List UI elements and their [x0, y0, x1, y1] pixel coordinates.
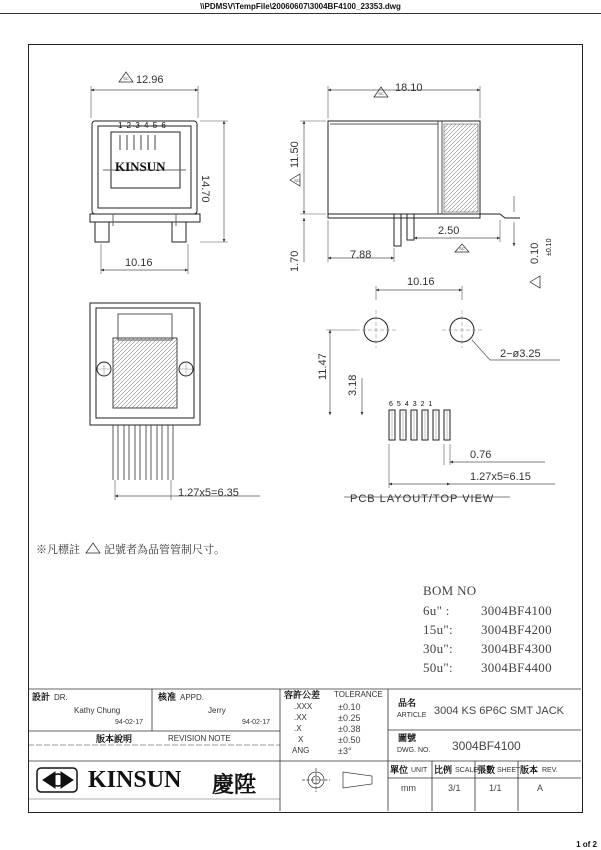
side-leg-dim: 1.70	[289, 250, 301, 272]
unit-label-cn: 單位	[390, 765, 409, 775]
article-name: 3004 KS 6P6C SMT JACK	[434, 705, 565, 717]
design-label-cn: 設計	[32, 692, 51, 702]
rev-label-en: REV.	[542, 767, 558, 774]
front-logo-text: KINSUN	[115, 159, 166, 174]
sheet-value: 1/1	[489, 783, 502, 793]
bom-row-part: 3004BF4200	[481, 622, 552, 637]
rev-label-cn: 版本	[520, 765, 539, 775]
bom-row-plating: 50u":	[423, 660, 453, 675]
front-base-dim: 10.16	[125, 257, 153, 269]
approve-date: 94-02-17	[242, 719, 271, 726]
design-date: 94-02-17	[115, 719, 144, 726]
note-triangle-icon	[86, 543, 100, 553]
pcb-vert-dim-1: 11.47	[317, 353, 329, 380]
bom-row-part: 3004BF4300	[481, 641, 552, 656]
pcb-layout-view	[326, 286, 560, 497]
approver-name: Jerry	[208, 706, 226, 715]
company-name: KINSUN	[88, 767, 182, 793]
front-height-dim: 14.70	[199, 175, 211, 203]
side-thick-dim: 0.10	[529, 242, 541, 264]
tol-value: ±0.38	[338, 724, 361, 734]
pcb-pad-pitch: 1.27x5=6.15	[470, 471, 531, 483]
file-path-header: \\PDMSV\TempFile\20060607\3004BF4100_23353.dwg	[200, 2, 401, 11]
side-height-dim: 11.50	[289, 141, 301, 168]
front-width-dim: 12.96	[136, 74, 164, 86]
svg-text:SC: SC	[123, 76, 129, 81]
svg-text:SC: SC	[378, 91, 384, 96]
svg-text:SC: SC	[294, 178, 300, 183]
designer-name: Kathy Chung	[74, 706, 121, 715]
approve-label-en: APPD.	[180, 693, 205, 702]
pcb-hole-dia: 2−ø3.25	[500, 348, 541, 360]
tol-key: X	[298, 735, 304, 744]
scale-value: 3/1	[448, 783, 461, 793]
tolerance-label-en: TOLERANCE	[334, 690, 383, 699]
tol-key: ANG	[292, 746, 310, 755]
design-label-en: DR.	[54, 693, 68, 702]
scale-label-en: SCALE	[455, 767, 478, 774]
pcb-vert-dim-2: 3.18	[347, 374, 359, 396]
side-view	[290, 86, 540, 288]
article-label-cn: 品名	[398, 698, 417, 708]
unit-value: mm	[401, 783, 416, 793]
rev-value: A	[537, 783, 544, 793]
sheet-label-cn: 張數	[477, 765, 496, 775]
bottom-view	[90, 303, 260, 500]
revision-label-cn: 版本說明	[96, 734, 133, 744]
pcb-hole-spacing: 10.16	[407, 276, 435, 288]
pcb-pad-width: 0.76	[470, 449, 492, 461]
bom-row-plating: 30u":	[423, 641, 453, 656]
tol-key: .XX	[294, 713, 307, 722]
side-offset-dim: 7.88	[350, 249, 372, 261]
tol-key: .X	[294, 724, 302, 733]
dwg-label-cn: 圖號	[398, 733, 417, 743]
bom-row-plating: 15u":	[423, 622, 453, 637]
side-tail-dim: 2.50	[438, 225, 460, 237]
tol-key: .XXX	[294, 702, 313, 711]
pcb-pin-numbers: 654321	[389, 401, 437, 408]
bom-title: BOM NO	[423, 583, 477, 598]
note-suffix: 記號者為品管管制尺寸。	[104, 544, 225, 556]
side-thick-tol: ±0.10	[546, 238, 553, 256]
bottom-pitch-dim: 1.27x5=6.35	[178, 487, 239, 499]
bom-row-part: 3004BF4100	[481, 603, 552, 618]
scale-label-cn: 比例	[434, 765, 453, 775]
page-indicator: 1 of 2	[576, 840, 597, 849]
tol-value: ±0.25	[338, 713, 361, 723]
tol-value: ±0.50	[338, 735, 361, 745]
dwg-number: 3004BF4100	[452, 739, 521, 753]
revision-label-en: REVISION NOTE	[168, 734, 231, 743]
sheet-label-en: SHEET	[497, 767, 521, 774]
svg-text:SC: SC	[459, 246, 465, 251]
front-pin-labels: 1 2 3 4 5 6	[118, 121, 167, 130]
note-prefix: ※凡標註	[36, 544, 80, 556]
tol-value: ±0.10	[338, 702, 361, 712]
bom-row-plating: 6u" :	[423, 603, 450, 618]
side-length-dim: 18.10	[395, 82, 423, 94]
article-label-en: ARTICLE	[397, 712, 427, 719]
pcb-caption: PCB LAYOUT/TOP VIEW	[350, 493, 495, 505]
tolerance-label-cn: 容許公差	[284, 690, 321, 700]
company-logo-icon	[37, 768, 77, 792]
projection-symbol-icon	[302, 768, 372, 792]
unit-label-en: UNIT	[411, 767, 428, 774]
tol-value: ±3°	[338, 746, 352, 756]
approve-label-cn: 核准	[158, 692, 177, 702]
bom-row-part: 3004BF4400	[481, 660, 552, 675]
dwg-label-en: DWG. NO.	[397, 747, 431, 754]
company-name-cn: 慶陞	[212, 773, 257, 798]
